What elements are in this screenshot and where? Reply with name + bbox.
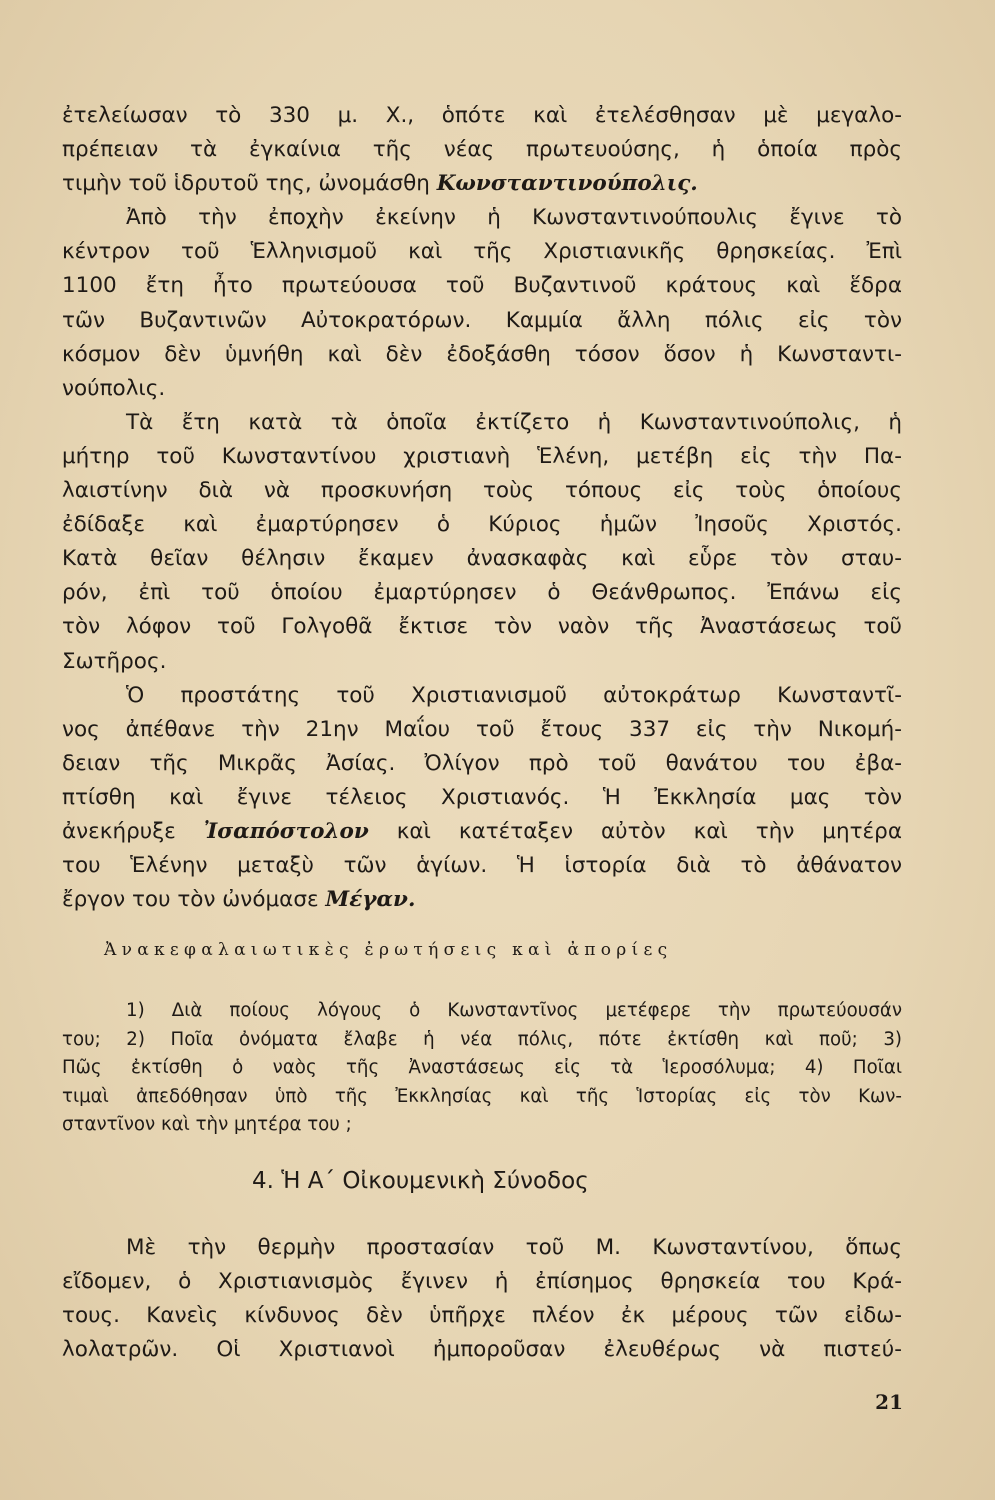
text-line: εἴδομεν, ὁ Χριστιανισμὸς ἔγινεν ἡ ἐπίσημος θρησκεία του Κρά- (62, 1269, 902, 1295)
text-line: Ἀπὸ τὴν ἐποχὴν ἐκείνην ἡ Κωνσταντινούπουλις ἔγινε τὸ (126, 205, 902, 231)
text-line: νος ἀπέθανε τὴν 21ην Μαΐου τοῦ ἔτους 337 εἰς τὴν Νικομή- (62, 716, 902, 742)
text-line: λαιστίνην διὰ νὰ προσκυνήση τοὺς τόπους εἰς τοὺς ὁποίους (62, 478, 902, 504)
text-span: καὶ κατέταξεν αὐτὸν καὶ τὴν μητέρα (368, 818, 902, 844)
text-line: ἐτελείωσαν τὸ 330 μ. Χ., ὁπότε καὶ ἐτελέσθησαν μὲ μεγαλο- (62, 103, 902, 128)
text-line: νούπολις. (62, 375, 166, 401)
text-span: ἀνεκήρυξε (62, 818, 204, 844)
section-heading: 4. Ἡ Α΄ Οἰκουμενικὴ Σύνοδος (252, 1168, 589, 1194)
text-line: ρόν, ἐπὶ τοῦ ὁποίου ἐμαρτύρησεν ὁ Θεάνθρωπος. Ἐπάνω εἰς (62, 580, 902, 606)
text-line: Κατὰ θεῖαν θέλησιν ἔκαμεν ἀνασκαφὰς καὶ εὗρε τὸν σταυ- (62, 546, 902, 572)
text-line: ἐδίδαξε καὶ ἐμαρτύρησεν ὁ Κύριος ἡμῶν Ἰησοῦς Χριστός. (62, 512, 902, 538)
question-line: τιμαὶ ἀπεδόθησαν ὑπὸ τῆς Ἐκκλησίας καὶ τῆς Ἱστορίας εἰς τὸν Κων- (62, 1085, 902, 1107)
section-text (62, 1231, 902, 1367)
text-line: κόσμον δὲν ὑμνήθη καὶ δὲν ἐδοξάσθη τόσον ὅσον ἡ Κωνσταντι- (62, 341, 902, 367)
question-line: Πῶς ἐκτίσθη ὁ ναὸς τῆς Ἀναστάσεως εἰς τὰ Ἱεροσόλυμα; 4) Ποῖαι (62, 1057, 902, 1078)
question-line: 1) Διὰ ποίους λόγους ὁ Κωνσταντῖνος μετέφερε τὴν πρωτεύουσάν (126, 1000, 902, 1021)
text-line (62, 883, 902, 917)
text-line (62, 815, 902, 849)
text-line: Σωτῆρος. (62, 648, 167, 674)
text-line: πτίσθη καὶ ἔγινε τέλειος Χριστιανός. Ἡ Ἐκκλησία μας τὸν (62, 784, 902, 810)
question-line: του; 2) Ποῖα ὀνόματα ἔλαβε ἡ νέα πόλις, πότε ἐκτίσθη καὶ ποῦ; 3) (62, 1028, 902, 1050)
text-line: κέντρον τοῦ Ἑλληνισμοῦ καὶ τῆς Χριστιανικῆς θρησκείας. Ἐπὶ (62, 239, 902, 265)
text-line (62, 167, 902, 201)
emphasized-word: Ἰσαπόστολον (203, 818, 369, 844)
text-line: Ὁ προστάτης τοῦ Χριστιανισμοῦ αὐτοκράτωρ Κωνσταντῖ- (126, 682, 902, 708)
questions-title: Ἀνακεφαλαιωτικὲς ἐρωτήσεις καὶ ἀπορίες (104, 940, 673, 960)
text-line: Τὰ ἔτη κατὰ τὰ ὁποῖα ἐκτίζετο ἡ Κωνσταντινούπολις, ἡ (126, 409, 902, 435)
text-line: πρέπειαν τὰ ἐγκαίνια τῆς νέας πρωτευούσης, ἡ ὁποία πρὸς (62, 137, 902, 163)
main-text (62, 99, 902, 917)
question-line: σταντῖνον καὶ τὴν μητέρα του ; (62, 1114, 352, 1135)
text-line: Μὲ τὴν θερμὴν προστασίαν τοῦ Μ. Κωνσταντίνου, ὅπως (126, 1235, 902, 1260)
emphasized-word: Μέγαν. (325, 887, 416, 913)
page-number: 21 (875, 1390, 903, 1414)
text-line: δειαν τῆς Μικρᾶς Ἀσίας. Ὀλίγον πρὸ τοῦ θανάτου του ἐβα- (62, 750, 902, 776)
emphasized-word: Κωνσταντινούπολις. (436, 171, 698, 197)
text-line: λολατρῶν. Οἱ Χριστιανοὶ ἠμποροῦσαν ἐλευθέρως νὰ πιστεύ- (62, 1337, 902, 1363)
text-line: μήτηρ τοῦ Κωνσταντίνου χριστιανὴ Ἑλένη, μετέβη εἰς τὴν Πα- (62, 443, 902, 469)
text-line: του Ἑλένην μεταξὺ τῶν ἁγίων. Ἡ ἱστορία διὰ τὸ ἀθάνατον (62, 853, 902, 879)
text-line: 1100 ἔτη ἦτο πρωτεύουσα τοῦ Βυζαντινοῦ κράτους καὶ ἕδρα (62, 273, 902, 299)
text-span: τιμὴν τοῦ ἱδρυτοῦ της, ὠνομάσθη (62, 171, 437, 197)
questions-block (62, 997, 902, 1140)
text-span: ἔργον του τὸν ὠνόμασε (62, 887, 326, 913)
text-line: τὸν λόφον τοῦ Γολγοθᾶ ἔκτισε τὸν ναὸν τῆς Ἀναστάσεως τοῦ (62, 614, 902, 640)
text-line: τους. Κανεὶς κίνδυνος δὲν ὑπῆρχε πλέον ἐκ μέρους τῶν εἰδω- (62, 1303, 902, 1329)
text-line: τῶν Βυζαντινῶν Αὐτοκρατόρων. Καμμία ἄλλη πόλις εἰς τὸν (62, 307, 902, 333)
